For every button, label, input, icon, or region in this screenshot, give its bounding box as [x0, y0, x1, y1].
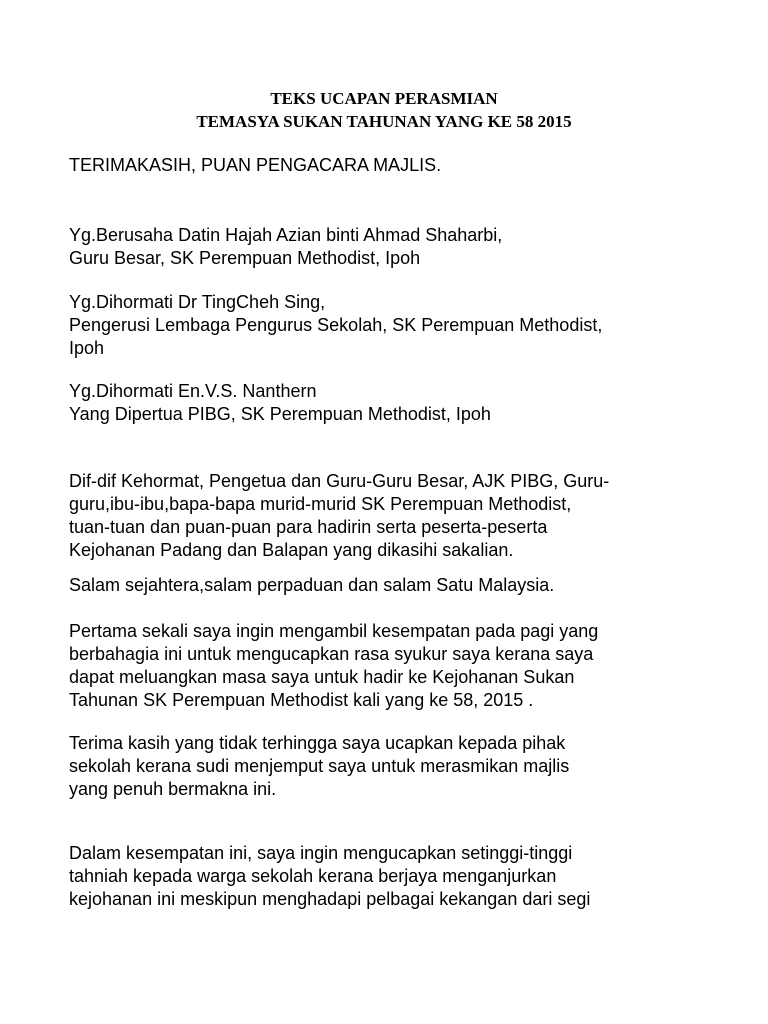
paragraph-line: Terima kasih yang tidak terhingga saya ucapkan kepada pihak	[69, 733, 566, 753]
paragraph-pertama-sekali	[69, 620, 719, 712]
paragraph-line: tuan-tuan dan puan-puan para hadirin serta peserta-peserta	[69, 517, 548, 537]
paragraph-line: kejohanan ini meskipun menghadapi pelbagai kekangan dari segi	[69, 889, 591, 909]
paragraph-terima-kasih	[69, 732, 719, 801]
paragraph-line: Dalam kesempatan ini, saya ingin mengucapkan setinggi-tinggi	[69, 843, 573, 863]
paragraph-line: tahniah kepada warga sekolah kerana berjaya menganjurkan	[69, 866, 557, 886]
addressee-name: Yg.Dihormati Dr TingCheh Sing,	[69, 292, 326, 312]
paragraph-line: sekolah kerana sudi menjemput saya untuk merasmikan majlis	[69, 756, 570, 776]
addressee-dr-ting	[69, 291, 719, 360]
paragraph-line: yang penuh bermakna ini.	[69, 779, 277, 799]
addressee-position: Pengerusi Lembaga Pengurus Sekolah, SK Perempuan Methodist,	[69, 315, 603, 335]
addressee-position-cont: Ipoh	[69, 338, 105, 358]
addressee-name: Yg.Berusaha Datin Hajah Azian binti Ahmad Shaharbi,	[69, 225, 503, 245]
paragraph-dalam-kesempatan	[69, 842, 719, 911]
addressee-position: Yang Dipertua PIBG, SK Perempuan Methodist, Ipoh	[69, 404, 491, 424]
addressee-position: Guru Besar, SK Perempuan Methodist, Ipoh	[69, 248, 421, 268]
addressee-en-nanthern	[69, 380, 719, 426]
paragraph-line: Kejohanan Padang dan Balapan yang dikasihi sakalian.	[69, 540, 514, 560]
document-title-line-2: TEMASYA SUKAN TAHUNAN YANG KE 58 2015	[196, 112, 572, 131]
paragraph-line: Tahunan SK Perempuan Methodist kali yang ke 58, 2015 .	[69, 690, 534, 710]
paragraph-distinguished-guests	[69, 470, 719, 562]
paragraph-salam	[69, 574, 719, 597]
addressee-name: Yg.Dihormati En.V.S. Nanthern	[69, 381, 317, 401]
document-title-line-1: TEKS UCAPAN PERASMIAN	[270, 89, 498, 108]
paragraph-line: berbahagia ini untuk mengucapkan rasa syukur saya kerana saya	[69, 644, 594, 664]
addressee-datin-azian	[69, 224, 719, 270]
greeting-line: TERIMAKASIH, PUAN PENGACARA MAJLIS.	[69, 155, 442, 175]
paragraph-line: Salam sejahtera,salam perpaduan dan salam Satu Malaysia.	[69, 575, 555, 595]
paragraph-line: Dif-dif Kehormat, Pengetua dan Guru-Guru Besar, AJK PIBG, Guru-	[69, 471, 610, 491]
paragraph-line: guru,ibu-ibu,bapa-bapa murid-murid SK Perempuan Methodist,	[69, 494, 572, 514]
paragraph-line: Pertama sekali saya ingin mengambil kesempatan pada pagi yang	[69, 621, 599, 641]
paragraph-line: dapat meluangkan masa saya untuk hadir ke Kejohanan Sukan	[69, 667, 575, 687]
